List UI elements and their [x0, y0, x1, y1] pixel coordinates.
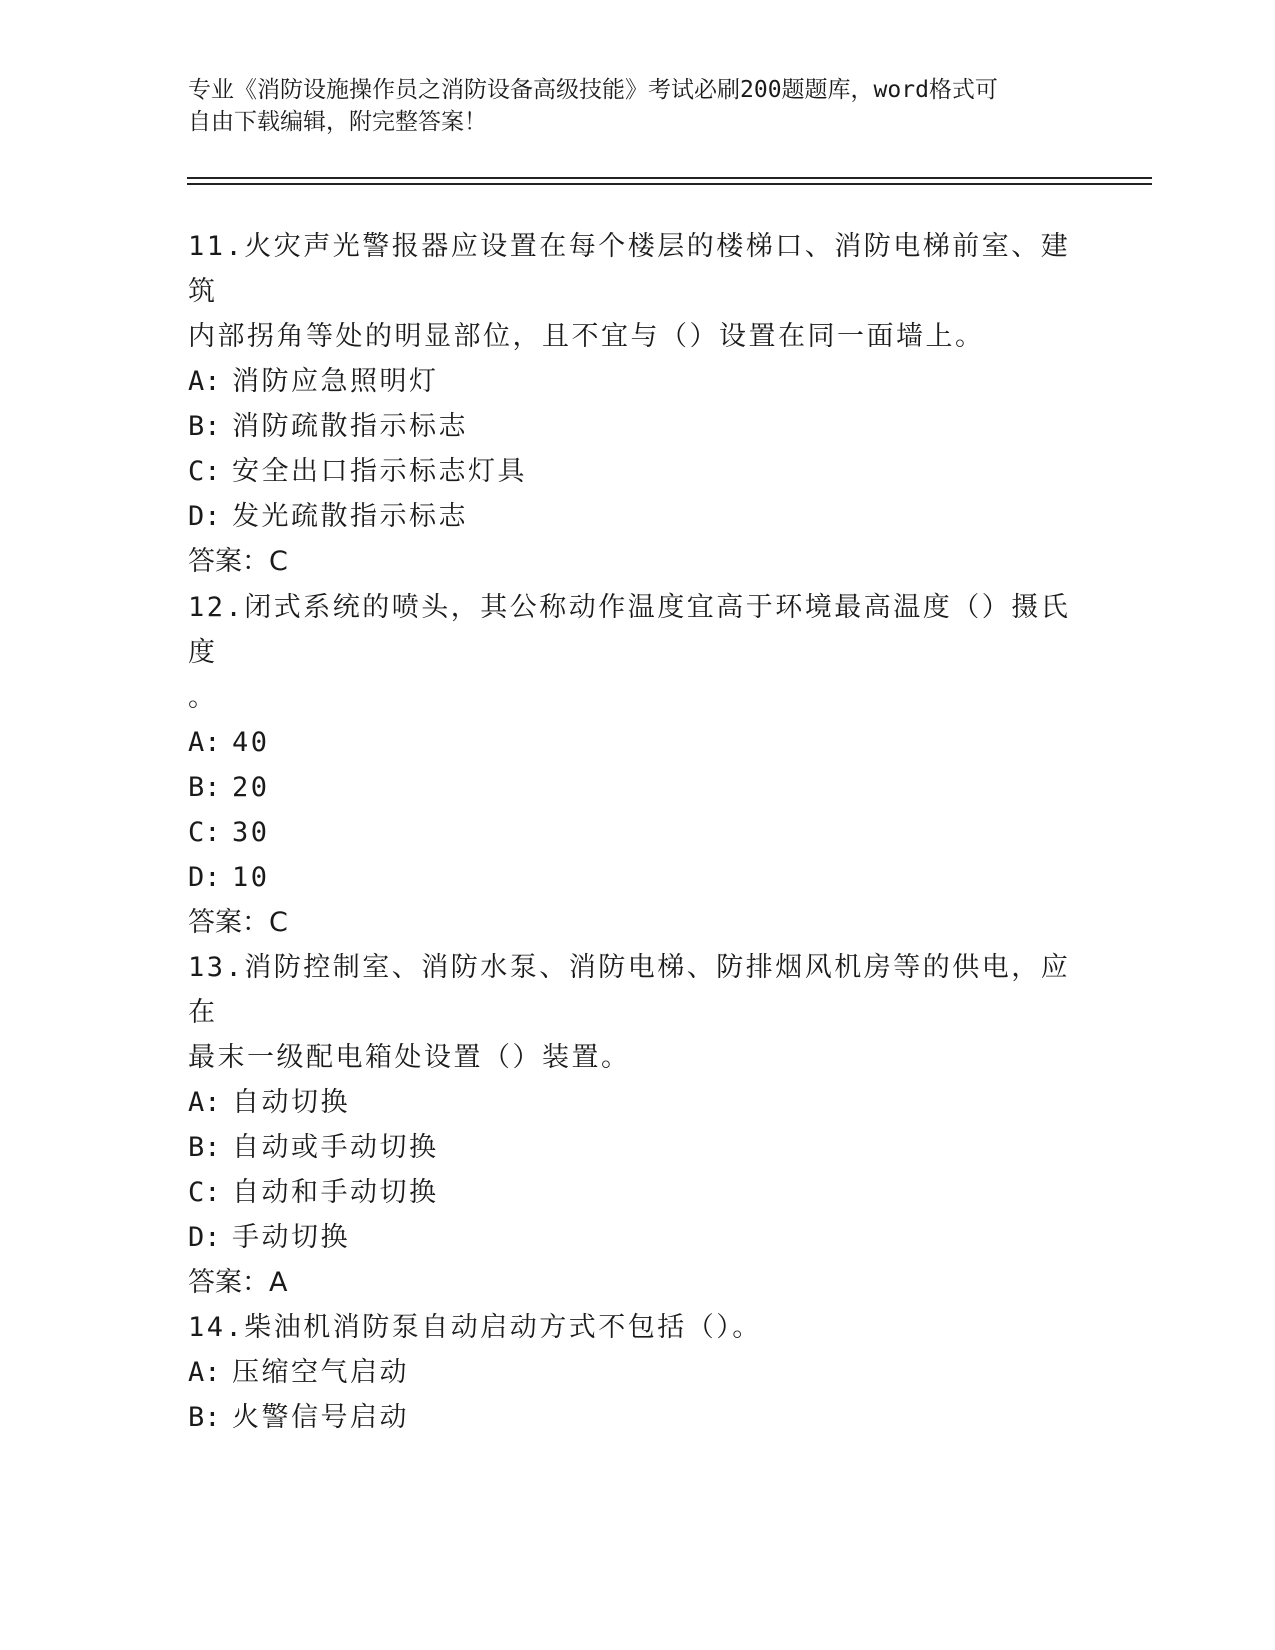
- option-a: [188, 720, 1088, 765]
- question-stem-line: 12.闭式系统的喷头，其公称动作温度宜高于环境最高温度（）摄氏度: [188, 592, 1071, 668]
- question-stem-line: 14.柴油机消防泵自动启动方式不包括（）。: [188, 1312, 762, 1343]
- question-12: [188, 585, 1088, 945]
- answer-line: 答案：C: [188, 907, 288, 938]
- option-label: B:: [188, 1402, 221, 1433]
- option-d: [188, 1215, 1088, 1260]
- option-a: [188, 1350, 1088, 1395]
- question-stem-line: 13.消防控制室、消防水泵、消防电梯、防排烟风机房等的供电，应在: [188, 952, 1071, 1028]
- question-11: [188, 224, 1088, 584]
- option-b: [188, 765, 1088, 810]
- option-b: [188, 1395, 1088, 1440]
- option-b: [188, 404, 1088, 449]
- question-stem-line: 。: [188, 682, 218, 713]
- option-label: C:: [188, 1177, 221, 1208]
- option-d: [188, 855, 1088, 900]
- answer-line: 答案：A: [188, 1267, 288, 1298]
- option-c: [188, 1170, 1088, 1215]
- option-text: 40: [232, 727, 270, 758]
- option-text: 手动切换: [232, 1222, 350, 1253]
- option-label: A:: [188, 1087, 221, 1118]
- option-label: B:: [188, 772, 221, 803]
- question-stem-line: 最末一级配电箱处设置（）装置。: [188, 1042, 631, 1073]
- option-text: 自动和手动切换: [232, 1177, 439, 1208]
- option-text: 安全出口指示标志灯具: [232, 456, 527, 487]
- option-label: C:: [188, 817, 221, 848]
- option-text: 20: [232, 772, 270, 803]
- option-label: D:: [188, 501, 221, 532]
- option-c: [188, 449, 1088, 494]
- option-a: [188, 359, 1088, 404]
- option-b: [188, 1125, 1088, 1170]
- option-d: [188, 494, 1088, 539]
- option-a: [188, 1080, 1088, 1125]
- option-c: [188, 810, 1088, 855]
- header-line-2: 自由下载编辑，附完整答案！: [188, 109, 487, 135]
- option-text: 自动切换: [232, 1087, 350, 1118]
- question-stem-line: 11.火灾声光警报器应设置在每个楼层的楼梯口、消防电梯前室、建筑: [188, 231, 1071, 307]
- option-label: C:: [188, 456, 221, 487]
- option-text: 压缩空气启动: [232, 1357, 409, 1388]
- option-label: B:: [188, 411, 221, 442]
- question-14: [188, 1305, 1088, 1440]
- answer-line: 答案：C: [188, 546, 288, 577]
- option-label: D:: [188, 1222, 221, 1253]
- header-divider-bottom: [187, 183, 1152, 185]
- option-text: 发光疏散指示标志: [232, 501, 468, 532]
- option-text: 火警信号启动: [232, 1402, 409, 1433]
- option-text: 消防应急照明灯: [232, 366, 439, 397]
- option-text: 自动或手动切换: [232, 1132, 439, 1163]
- document-header: [188, 74, 1088, 138]
- question-13: [188, 945, 1088, 1305]
- option-label: D:: [188, 862, 221, 893]
- question-stem-line: 内部拐角等处的明显部位，且不宜与（）设置在同一面墙上。: [188, 321, 985, 352]
- option-text: 10: [232, 862, 270, 893]
- option-text: 30: [232, 817, 270, 848]
- option-label: B:: [188, 1132, 221, 1163]
- option-label: A:: [188, 366, 221, 397]
- option-label: A:: [188, 1357, 221, 1388]
- option-text: 消防疏散指示标志: [232, 411, 468, 442]
- header-divider-top: [187, 177, 1152, 179]
- header-line-1: 专业《消防设施操作员之消防设备高级技能》考试必刷200题题库，word格式可: [188, 77, 998, 103]
- option-label: A:: [188, 727, 221, 758]
